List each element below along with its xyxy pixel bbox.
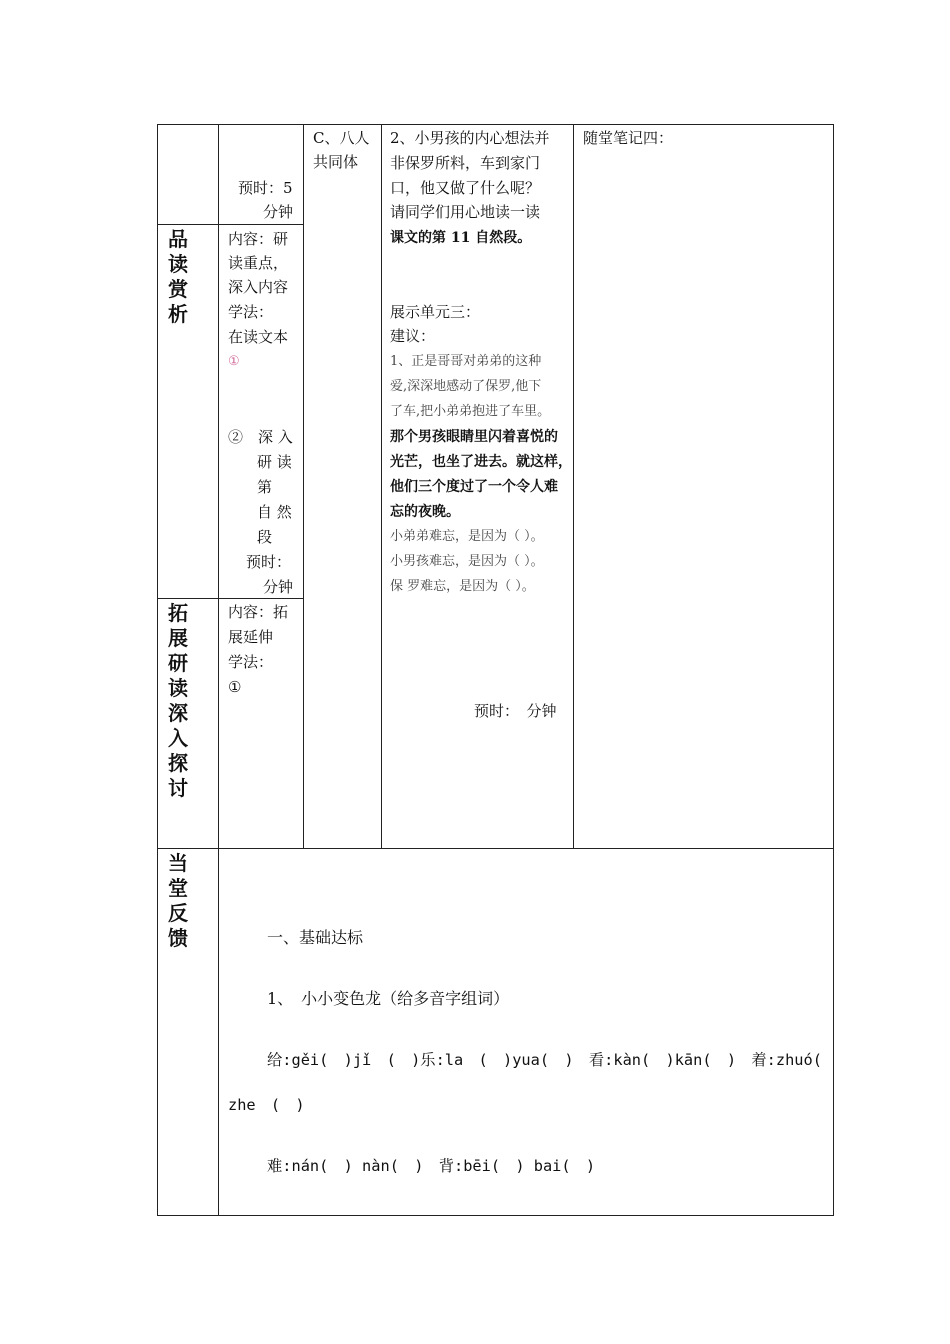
col-divider-4 xyxy=(573,124,574,849)
col-divider-1 xyxy=(218,124,219,1216)
content-line: 读重点， xyxy=(228,254,289,272)
time-unit: 分钟 xyxy=(263,578,294,596)
table-border-right xyxy=(833,124,834,1216)
fill-blank-line: 保 罗难忘，是因为（ ）。 xyxy=(390,579,535,594)
feedback-heading: 一、基础达标 xyxy=(267,928,364,947)
suggest-line: 1、正是哥哥对弟弟的这种 xyxy=(390,354,542,369)
suggest-label: 建议： xyxy=(390,327,436,345)
content-line: 学法： xyxy=(228,303,274,321)
suggest-line: 了车,把小弟弟抱进了车里。 xyxy=(390,404,551,419)
pinyin-line: zhe ( ) xyxy=(228,1096,305,1114)
content-line: 研 读 xyxy=(257,453,292,471)
question-line-bold: 课文的第 11 自然段。 xyxy=(390,230,532,246)
pinyin-line: 难:nán( ) nàn( ) 背:bēi( ) bai( ) xyxy=(267,1157,596,1175)
content-line: 自 然 xyxy=(257,503,292,521)
group-label: 共同体 xyxy=(313,153,359,171)
col-divider-3 xyxy=(381,124,382,849)
table-border-bottom xyxy=(157,1215,834,1216)
quote-line: 光芒，也坐了进去。就这样， xyxy=(390,454,572,470)
section-fankui: 当 堂 反 馈 xyxy=(168,851,188,950)
section-pindu: 品 读 赏 析 xyxy=(168,227,188,326)
circle-number: ① xyxy=(228,354,240,369)
time-label: 预时：5 xyxy=(238,179,293,197)
pinyin-line: 给:gěi( )jǐ ( )乐:la ( )yua( ) 看:kàn( )kān( ) 着:zhuó( xyxy=(267,1051,822,1069)
question-line: 请同学们用心地读一读 xyxy=(390,203,541,221)
content-line: 内容：拓 xyxy=(228,603,289,621)
notes-label: 随堂笔记四： xyxy=(583,129,674,147)
table-border-left xyxy=(157,124,158,1216)
content-line: 展延伸 xyxy=(228,628,274,646)
content-line: 内容：研 xyxy=(228,230,289,248)
content-line: 在读文本 xyxy=(228,328,289,346)
quote-line: 忘的夜晚。 xyxy=(390,504,460,520)
section-tuozhan: 拓 展 研 读 深 入 探 讨 xyxy=(168,601,188,800)
quote-line: 他们三个度过了一个令人难 xyxy=(390,479,558,495)
content-line: 段 xyxy=(257,528,273,546)
feedback-item: 1、 小小变色龙（给多音字组词） xyxy=(267,989,510,1008)
fill-blank-line: 小男孩难忘，是因为（ ）。 xyxy=(390,554,544,569)
group-label: C、八人 xyxy=(313,129,370,147)
content-line: 第 xyxy=(257,478,273,496)
content-line: 深入内容 xyxy=(228,278,289,296)
time-label: 预时： xyxy=(246,553,292,571)
question-line: 口，他又做了什么呢？ xyxy=(390,179,541,197)
table-border-mid xyxy=(157,848,834,849)
time-unit: 分钟 xyxy=(263,203,294,221)
time-label: 预时： 分钟 xyxy=(474,702,557,720)
quote-line: 那个男孩眼睛里闪着喜悦的 xyxy=(390,429,558,445)
content-line: ① xyxy=(228,678,242,696)
show-unit-label: 展示单元三： xyxy=(390,303,481,321)
question-line: 2、小男孩的内心想法并 xyxy=(390,129,550,147)
col-divider-2 xyxy=(303,124,304,849)
content-line: 学法： xyxy=(228,653,274,671)
suggest-line: 爱,深深地感动了保罗,他下 xyxy=(390,379,542,394)
table-border-top xyxy=(157,124,834,125)
row-divider-a xyxy=(157,224,304,225)
content-line: ② 深 入 xyxy=(228,428,293,446)
fill-blank-line: 小弟弟难忘，是因为（ ）。 xyxy=(390,529,544,544)
question-line: 非保罗所料，车到家门 xyxy=(390,154,541,172)
